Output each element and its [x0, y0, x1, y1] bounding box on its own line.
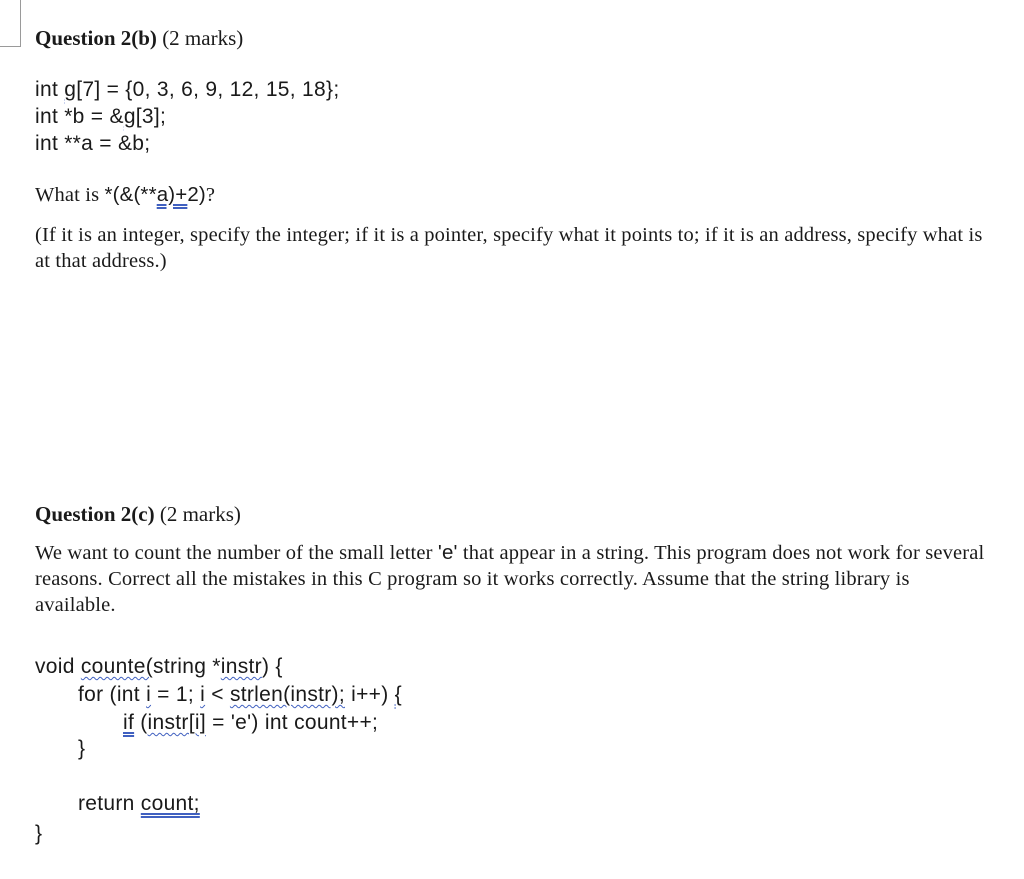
code-line-array-g: int g[7] = {0, 3, 6, 9, 12, 15, 18}; [35, 78, 340, 101]
question-2b-prompt: What is *(&(**a)+2)? [35, 183, 216, 206]
question-2c-marks: (2 marks) [159, 502, 241, 526]
code-line-if-statement: if (instr[i] = 'e') int count++; [123, 711, 379, 734]
question-2c-number: Question 2(c) [35, 502, 155, 526]
code-line-function-signature: void counte(string *instr) { [35, 655, 283, 678]
code-line-pointer-b: int *b = &g[3]; [35, 105, 167, 128]
code-line-loop-close: } [78, 737, 86, 760]
page-corner-mark-vertical [20, 0, 21, 47]
question-2c-heading [35, 502, 241, 527]
question-2b-heading [35, 26, 243, 51]
code-line-pointer-a: int **a = &b; [35, 132, 151, 155]
question-2b-instructions: (If it is an integer, specify the integer; if it is a pointer, specify what it points to; if it is an address, specify what is at that address.) [35, 224, 983, 272]
code-line-return: return count; [78, 792, 200, 815]
question-2b-marks: (2 marks) [162, 26, 244, 50]
page-corner-mark-horizontal [0, 46, 20, 47]
code-line-for-loop: for (int i = 1; i < strlen(instr); i++) { [78, 683, 402, 706]
question-2b-number: Question 2(b) [35, 26, 157, 50]
question-2c-description: We want to count the number of the small letter 'e' that appear in a string. This program does not work for several reasons. Correct all the mistakes in this C program so it works correctly. Assume that the string library is available. [35, 541, 985, 616]
code-line-function-close: } [35, 822, 43, 845]
